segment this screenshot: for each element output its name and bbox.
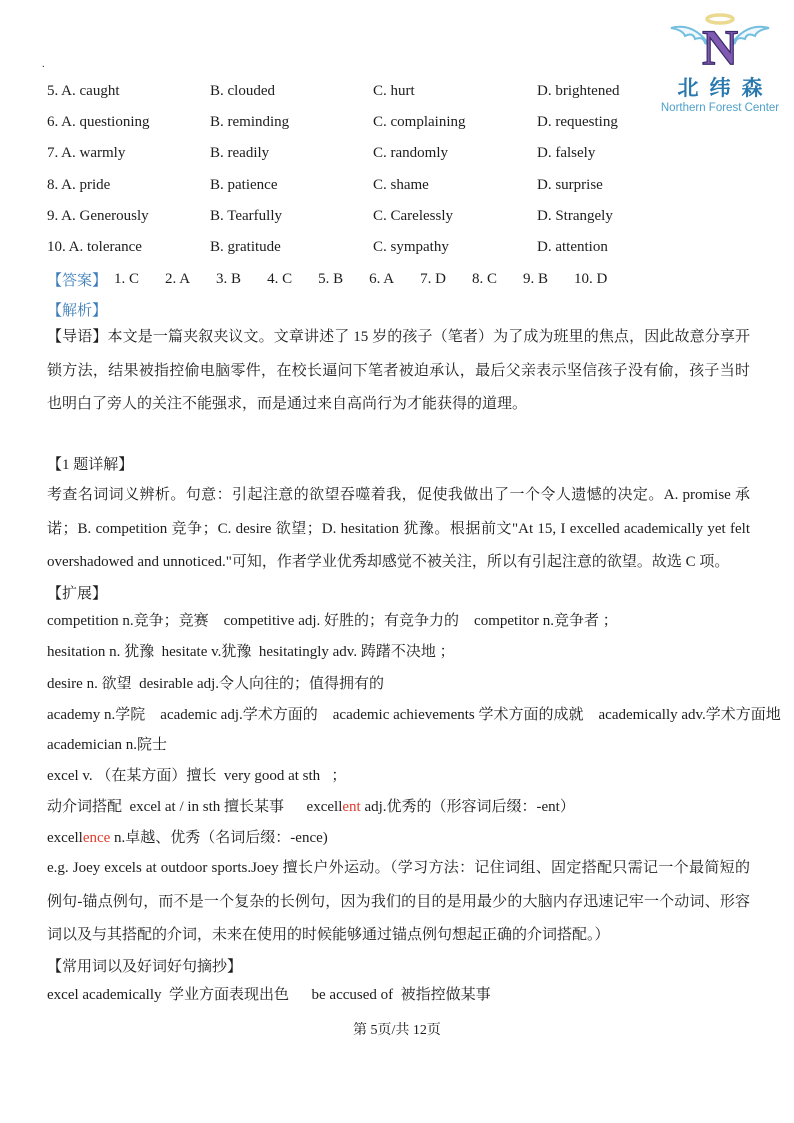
option-cell: C. shame <box>373 176 429 193</box>
option-cell: 9. A. Generously <box>47 207 149 224</box>
option-row-8 <box>47 170 787 201</box>
answer-item: 10. D <box>573 270 608 287</box>
page-number: 第 5页/共 12页 <box>353 1023 441 1038</box>
vocab-text: 动介词搭配 excel at / in sth 擅长某事 excell <box>47 799 343 815</box>
logo-letter: N <box>701 19 739 72</box>
vocab-line-excel: excel v. （在某方面）擅长 very good at sth ； <box>47 768 347 784</box>
vocab-text: excell <box>47 830 83 846</box>
vocab-line-academy: academy n.学院 academic adj.学术方面的 academic achievements 学术方面的成就 academically adv.学术方面地 <box>47 707 781 723</box>
option-row-10 <box>47 232 787 263</box>
option-cell: 10. A. tolerance <box>47 239 142 256</box>
option-cell: C. randomly <box>373 145 448 162</box>
answer-item: 1. C <box>114 270 140 287</box>
option-cell: D. falsely <box>537 145 596 162</box>
logo-english-name: Northern Forest Center <box>660 102 780 114</box>
vocab-line-competition: competition n.竞争；竞赛 competitive adj. 好胜的；有竞争力的 competitor n.竞争者 ； <box>47 613 618 629</box>
option-cell: B. patience <box>210 176 278 193</box>
expansion-title: 【扩展】 <box>47 586 108 602</box>
option-cell: B. readily <box>210 145 270 162</box>
option-cell: B. reminding <box>210 114 290 131</box>
option-cell: C. complaining <box>373 114 466 131</box>
option-cell: C. hurt <box>373 83 415 100</box>
vocab-text: n.卓越、优秀（名词后缀：-ence) <box>110 830 328 846</box>
options-table <box>47 76 787 263</box>
option-cell: D. surprise <box>537 176 603 193</box>
option-cell: 7. A. warmly <box>47 145 126 162</box>
option-cell: D. Strangely <box>537 207 613 224</box>
example-paragraph: e.g. Joey excels at outdoor sports.Joey 擅长户外运动。（学习方法：记住词组、固定搭配只需记一个最简短的例句-锚点例句，而不是一个复杂的长例句，因为我们的目的是用最少的大脑内存迅速记牢一个动词、形容词以及与其搭配的介词，未来在使用的时候能够通过锚点例句想起正确的介词搭配。） <box>47 860 750 943</box>
answer-item: 6. A <box>369 270 395 287</box>
stray-mark: . <box>42 58 45 70</box>
vocab-line-desire: desire n. 欲望 desirable adj.令人向往的；值得拥有的 <box>47 676 385 692</box>
option-cell: C. Carelessly <box>373 207 453 224</box>
answer-item: 8. C <box>471 270 497 287</box>
answer-item: 4. C <box>267 270 293 287</box>
question1-explanation-body: 考查名词词义辨析。句意：引起注意的欲望吞噬着我，促使我做出了一个令人遗憾的决定。A. promise 承诺；B. competition 竞争；C. desire 欲望；D. hesitation 犹豫。根据前文"At 15, I excelled academically yet felt overshadowed and unnoticed."可知，作者学业优秀却感觉不被关注，所以有引起注意的欲望。故选 C 项。 <box>47 487 750 570</box>
logo-chinese-name: 北纬森 <box>677 77 774 100</box>
option-cell: D. attention <box>537 239 608 256</box>
option-cell: 8. A. pride <box>47 176 111 193</box>
question1-explanation-title: 【1 题详解】 <box>47 457 134 473</box>
intro-paragraph: 【导语】本文是一篇夹叙夹议文。文章讲述了 15 岁的孩子（笔者）为了成为班里的焦点，因此故意分享开锁方法，结果被指控偷电脑零件，在校长逼问下笔者被迫承认，最后父亲表示坚信孩子没有偷，孩子当时也明白了旁人的关注不能强求，而是通过来自高尚行为才能获得的道理。 <box>47 329 750 412</box>
option-row-5 <box>47 76 787 107</box>
vocab-line-academician: academician n.院士 <box>47 737 167 753</box>
option-cell: B. clouded <box>210 83 275 100</box>
notes-line: excel academically 学业方面表现出色 be accused of 被指控做某事 <box>47 987 491 1003</box>
option-row-6 <box>47 107 787 138</box>
answer-item: 5. B <box>318 270 344 287</box>
answer-item: 2. A <box>165 270 191 287</box>
answer-item: 7. D <box>420 270 446 287</box>
vocab-line-hesitation: hesitation n. 犹豫 hesitate v.犹豫 hesitatingly adv. 踌躇不决地 ； <box>47 644 455 660</box>
option-cell: B. Tearfully <box>210 207 282 224</box>
option-row-9 <box>47 201 787 232</box>
option-row-7 <box>47 138 787 169</box>
vocab-line-excellence <box>47 828 787 848</box>
answers-label: 【答案】 <box>47 272 108 289</box>
option-cell: C. sympathy <box>373 239 449 256</box>
angel-n-logo-icon <box>650 10 790 72</box>
answers-row <box>47 269 633 289</box>
option-cell: 6. A. questioning <box>47 114 150 131</box>
option-cell: 5. A. caught <box>47 83 120 100</box>
red-suffix-ent: ent <box>342 799 361 815</box>
analysis-label: 【解析】 <box>47 303 108 319</box>
notes-title: 【常用词以及好词好句摘抄】 <box>47 959 243 975</box>
red-suffix-ence: ence <box>82 830 111 846</box>
option-cell: D. requesting <box>537 114 618 131</box>
option-cell: B. gratitude <box>210 239 281 256</box>
answer-item: 9. B <box>522 270 548 287</box>
option-cell: D. brightened <box>537 83 620 100</box>
vocab-line-excel-collocation <box>47 797 787 817</box>
vocab-text: adj.优秀的（形容词后缀：-ent） <box>360 799 575 815</box>
answer-item: 3. B <box>216 270 242 287</box>
